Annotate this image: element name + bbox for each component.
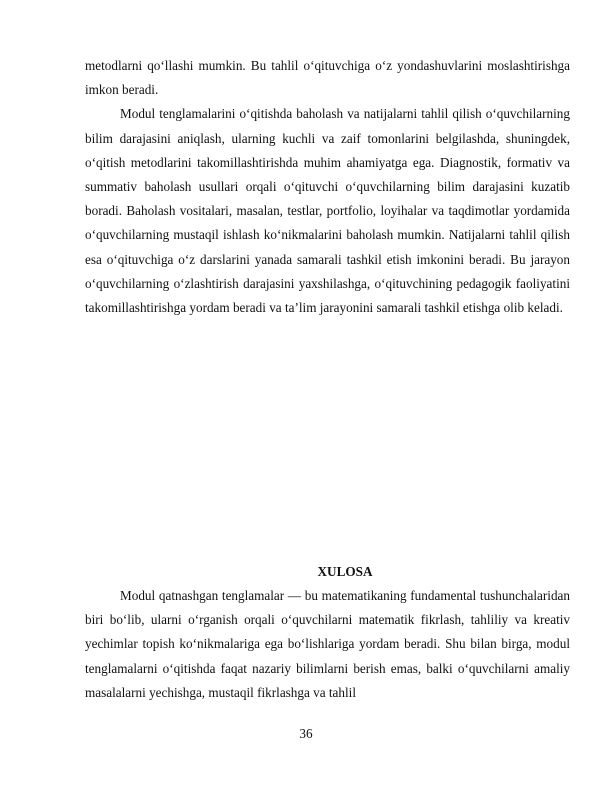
paragraph-continuation: metodlarni qo‘llashi mumkin. Bu tahlil o‘qituvchiga o‘z yondashuvlarini moslashtirishga imkon beradi. [85,58,570,98]
section-heading: XULOSA [317,564,373,579]
paragraph-conclusion: Modul qatnashgan tenglamalar — bu matematikaning fundamental tushunchalaridan biri bo‘lib, ularni o‘rganish orqali o‘quvchilarni matematik fikrlash, tahliliy va kreativ yechimlar topish ko‘nikmalariga ega bo‘lishlariga yordam beradi. Shu bilan birga, modul tenglamalarni o‘qitishda faqat nazariy bilimlarni berish emas, balki o‘quvchilarni amaliy masalalarni yechishga, mustaqil fikrlashga va tahlil [85,588,570,700]
body-text-conclusion [85,584,570,705]
body-text-top [85,54,570,320]
page-number: 36 [299,726,313,741]
paragraph-assessment: Modul tenglamalarini o‘qitishda baholash va natijalarni tahlil qilish o‘quvchilarning bilim darajasini aniqlash, ularning kuchli va zaif tomonlarini belgilashda, shuningdek, o‘qitish metodlarini takomillashtirishda muhim ahamiyatga ega. Diagnostik, formativ va summativ baholash usullari orqali o‘qituvchi o‘quvchilarning bilim darajasini kuzatib boradi. Baholash vositalari, masalan, testlar, portfolio, loyihalar va taqdimotlar yordamida o‘quvchilarning mustaqil ishlash ko‘nikmalarini baholash mumkin. Natijalarni tahlil qilish esa o‘qituvchiga o‘z darslarini yanada samarali tashkil etish imkonini beradi. Bu jarayon o‘quvchilarning o‘zlashtirish darajasini yaxshilashga, o‘qituvchining pedagogik faoliyatini takomillashtirishga yordam beradi va ta’lim jarayonini samarali tashkil etishga olib keladi. [85,106,570,316]
